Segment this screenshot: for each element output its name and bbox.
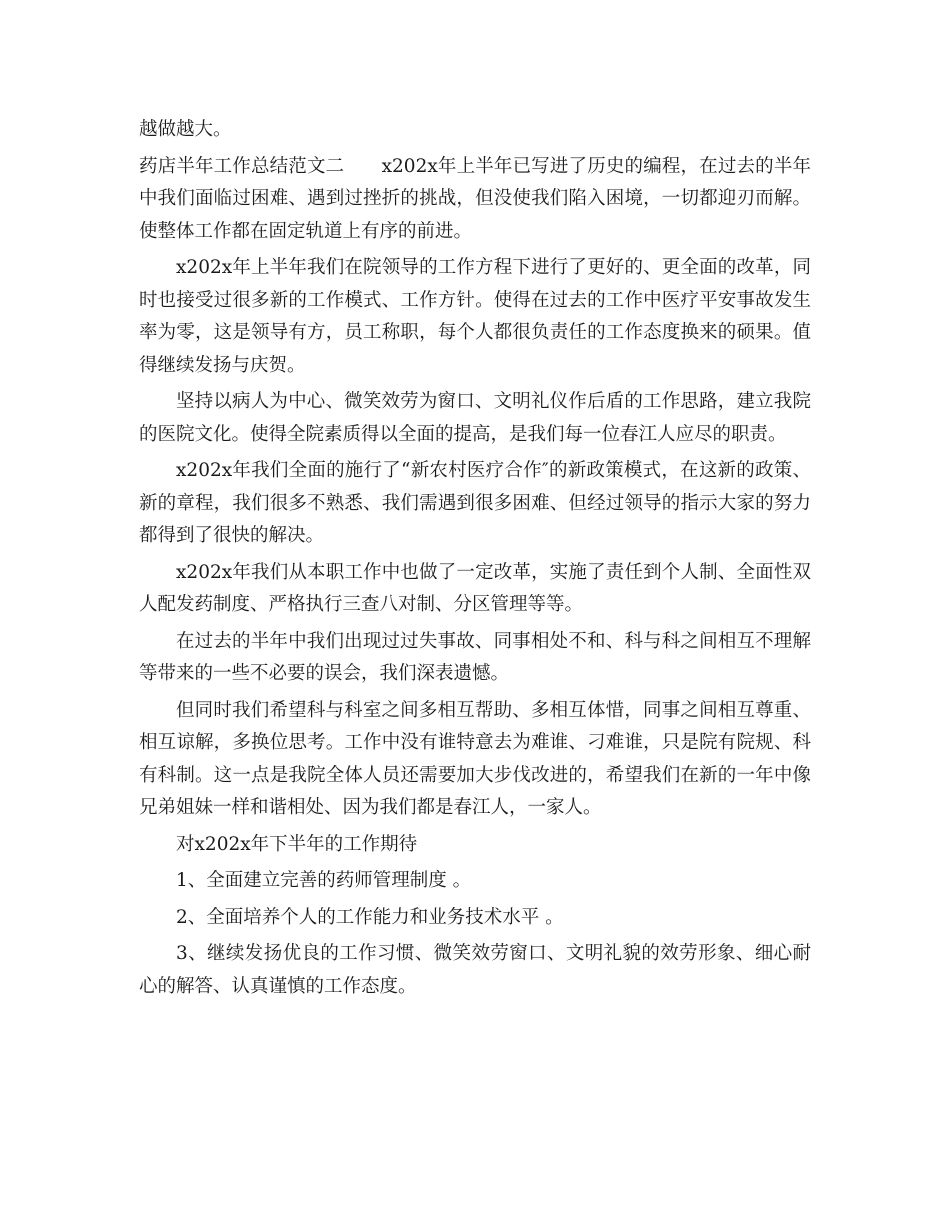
paragraph-5: x202x年我们全面的施行了“新农村医疗合作″的新政策模式，在这新的政策、新的章程，我们很多不熟悉、我们需遇到很多困难、但经过领导的指示大家的努力都得到了很快的解决。 [139,460,811,546]
paragraph-9: 对x202x年下半年的工作期待 [176,833,418,855]
list-item-1: 1、全面建立完善的药师管理制度 。 [176,870,472,891]
list-item-3: 3、继续发扬优良的工作习惯、微笑效劳窗口、文明礼貌的效劳形象、细心耐心的解答、认真谨慎的工作态度。 [139,943,811,997]
paragraph-3: x202x年上半年我们在院领导的工作方程下进行了更好的、更全面的改革，同时也接受过很多新的工作模式、工作方针。使得在过去的工作中医疗平安事故发生率为零，这是领导有方，员工称职，每个人都很负责任的工作态度换来的硕果。值得继续发扬与庆贺。 [139,257,811,376]
document-body [139,114,811,1007]
paragraph-6: x202x年我们从本职工作中也做了一定改革，实施了责任到个人制、全面性双人配发药制度、严格执行三查八对制、分区管理等等。 [139,561,811,615]
paragraph-8: 但同时我们希望科与科室之间多相互帮助、多相互体惜，同事之间相互尊重、相互谅解，多换位思考。工作中没有谁特意去为难谁、刁难谁，只是院有院规、科有科制。这一点是我院全体人员还需要加大步伐改进的，希望我们在新的一年中像兄弟姐妹一样和谐相处、因为我们都是春江人，一家人。 [139,699,811,818]
paragraph-7: 在过去的半年中我们出现过过失事故、同事相处不和、科与科之间相互不理解等带来的一些不必要的误会，我们深表遗憾。 [139,630,811,684]
paragraph-4: 坚持以病人为中心、微笑效劳为窗口、文明礼仪作后盾的工作思路，建立我院的医院文化。使得全院素质得以全面的提高，是我们每一位春江人应尽的职责。 [139,391,811,445]
paragraph-2: 药店半年工作总结范文二 x202x年上半年已写进了历史的编程，在过去的半年中我们面临过困难、遇到过挫折的挑战，但没使我们陷入困境，一切都迎刃而解。使整体工作都在固定轨道上有序的前进。 [139,155,811,242]
list-item-2: 2、全面培养个人的工作能力和业务技术水平 。 [176,906,564,928]
paragraph-1: 越做越大。 [139,119,232,140]
